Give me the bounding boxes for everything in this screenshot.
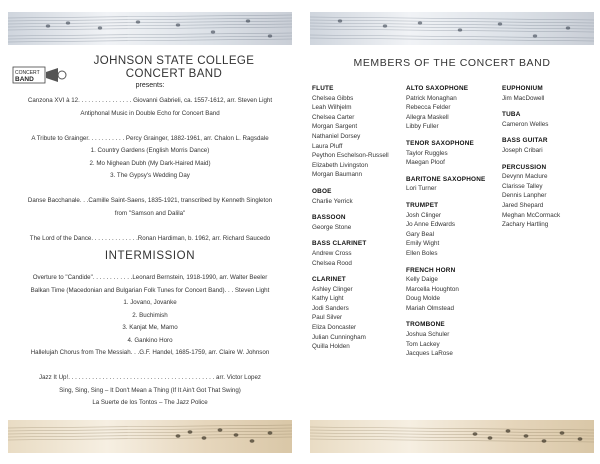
- member-name: Julian Cunningham: [312, 333, 366, 341]
- member-name: Eliza Doncaster: [312, 324, 357, 332]
- program-line: A Tribute to Grainger. . . . . . . . . . . Percy Grainger, 1882-1961, arr. Chalon L. Ragsdale: [31, 134, 269, 142]
- section-percussion: [502, 163, 592, 230]
- program-line: [8, 360, 292, 373]
- member-name: Doug Molde: [406, 295, 440, 303]
- member-name: Marcella Houghton: [406, 285, 459, 293]
- left-page: [8, 0, 292, 464]
- member-name: Joseph Cribari: [502, 146, 543, 154]
- member-name: Taylor Ruggles: [406, 149, 448, 157]
- member-name: Laura Pluff: [312, 142, 343, 150]
- section-trombone: [406, 320, 502, 358]
- section-flute: [312, 84, 404, 180]
- member-name: Libby Fuller: [406, 123, 439, 131]
- section-baritone-saxophone: [406, 175, 502, 194]
- sheet-music-image: [8, 420, 292, 453]
- program-line: Sing, Sing, Sing – It Don't Mean a Thing (If It Ain't Got That Swing): [59, 386, 241, 394]
- member-name: Allegra Maskell: [406, 113, 449, 121]
- member-name: Kathy Light: [312, 295, 344, 303]
- section-title: TUBA: [502, 111, 521, 119]
- member-name: Elizabeth Livingston: [312, 161, 369, 169]
- member-name: Chelsea Rood: [312, 259, 352, 267]
- section-title: EUPHONIUM: [502, 85, 543, 92]
- member-name: Chelsea Gibbs: [312, 94, 354, 102]
- program-line: from "Samson and Dalila": [114, 209, 186, 217]
- member-name: Joshua Schuler: [406, 331, 450, 339]
- page-title: [62, 55, 286, 81]
- member-name: Jim MacDowell: [502, 94, 545, 102]
- section-title: TROMBONE: [406, 321, 445, 329]
- program-line: Jazz It Up!. . . . . . . . . . . . . . . . . . . . . . . . . . . . . . . . . . . . . . . . . . . arr. Victor Lopez: [38, 374, 261, 381]
- members-title: MEMBERS OF THE CONCERT BAND: [353, 57, 551, 69]
- sheet-music-image: [310, 12, 594, 45]
- presents-label: presents:: [135, 82, 165, 89]
- section-title: BASS CLARINET: [312, 240, 367, 248]
- sheet-music-banner-bottom: [8, 420, 292, 453]
- section-tuba: [502, 110, 592, 129]
- member-name: Quilla Holden: [312, 343, 350, 351]
- program-line: 1. Country Gardens (English Morris Dance): [90, 147, 210, 154]
- sheet-music-banner-top: [8, 12, 292, 45]
- member-name: Cameron Welles: [502, 120, 549, 128]
- section-clarinet: [312, 275, 404, 352]
- member-name: Dennis Lanpher: [502, 192, 547, 200]
- member-name: Ellen Boles: [406, 249, 438, 257]
- section-french-horn: [406, 266, 502, 314]
- member-name: Andrew Cross: [312, 249, 352, 257]
- member-name: Paul Silver: [312, 314, 343, 322]
- section-title: OBOE: [312, 187, 332, 195]
- program-line: Canzona XVI à 12. . . . . . . . . . . . . . . . Giovanni Gabrieli, ca. 1557-1612, arr. Steven Light: [27, 97, 273, 104]
- sheet-music-image: [8, 12, 292, 45]
- svg-text:BAND: BAND: [15, 76, 34, 83]
- program-line: 3. Kanjat Me, Mamo: [122, 324, 178, 331]
- member-name: Meghan McCormack: [502, 211, 561, 219]
- member-name: Lori Turner: [406, 185, 437, 193]
- section-title: TRUMPET: [406, 201, 439, 209]
- sheet-music-banner-top: [310, 12, 594, 45]
- title-line2: CONCERT BAND: [125, 68, 223, 80]
- section-title: BASSOON: [312, 214, 346, 222]
- program-line: [8, 120, 292, 133]
- program-part1: [8, 95, 292, 245]
- program-line: 4. Gankino Horo: [127, 336, 173, 344]
- section-tenor-saxophone: [406, 139, 502, 168]
- member-name: Ashley Clinger: [312, 285, 353, 293]
- program-part2: [8, 272, 292, 410]
- section-euphonium: [502, 84, 592, 103]
- member-name: Devynn Maclure: [502, 173, 548, 181]
- member-name: Nathaniel Dorsey: [312, 132, 361, 140]
- member-name: Chelsea Carter: [312, 113, 355, 121]
- section-alto-saxophone: [406, 84, 502, 132]
- program-line: 1. Jovano, Jovanke: [123, 299, 177, 306]
- member-name: Kelly Daige: [406, 276, 438, 284]
- intermission-heading: INTERMISSION: [104, 250, 196, 262]
- program-line: [8, 220, 292, 233]
- program-line: Antiphonal Music in Double Echo for Concert Band: [80, 109, 220, 117]
- member-name: Emily Wight: [406, 240, 440, 248]
- members-column-2: [406, 84, 502, 366]
- member-name: Patrick Monaghan: [406, 94, 457, 102]
- member-name: Mariah Olmstead: [406, 304, 454, 312]
- section-title: FLUTE: [312, 85, 334, 92]
- member-name: Maegan Ploof: [406, 159, 445, 167]
- member-name: Morgan Baumann: [312, 171, 363, 179]
- member-name: Jared Shepard: [502, 201, 544, 209]
- section-title: CLARINET: [312, 276, 346, 284]
- section-trumpet: [406, 201, 502, 259]
- member-name: Josh Clinger: [406, 211, 441, 219]
- member-name: Gary Beal: [406, 230, 434, 238]
- section-title: FRENCH HORN: [406, 266, 456, 274]
- section-title: TENOR SAXOPHONE: [406, 139, 474, 147]
- program-line: 3. The Gypsy's Wedding Day: [110, 172, 190, 179]
- sheet-music-image: [310, 420, 594, 453]
- right-page: [310, 0, 594, 464]
- member-name: Leah Wilhjelm: [312, 104, 352, 112]
- section-oboe: [312, 187, 404, 206]
- member-name: Jo Anne Edwards: [406, 221, 456, 229]
- section-title: ALTO SAXOPHONE: [406, 85, 469, 92]
- member-name: Tom Lackey: [406, 340, 440, 348]
- program-line: Danse Bacchanale. . .Camille Saint-Saens, 1835-1921, transcribed by Kenneth Singleton: [27, 197, 273, 204]
- sheet-music-banner-bottom: [310, 420, 594, 453]
- section-bass-clarinet: [312, 239, 404, 268]
- program-line: Hallelujah Chorus from The Messiah. . .G.F. Handel, 1685-1759, arr. Claire W. Johnson: [30, 349, 270, 356]
- program-line: Balkan Time (Macedonian and Bulgarian Folk Tunes for Concert Band). . . Steven Light: [30, 286, 270, 294]
- title-line1: JOHNSON STATE COLLEGE: [93, 55, 255, 67]
- program-line: [8, 183, 292, 196]
- program-line: Overture to "Candide". . . . . . . . . . . .Leonard Bernstein, 1918-1990, arr. Walter Beeler: [32, 274, 268, 281]
- member-name: Jacques LaRose: [406, 350, 453, 358]
- member-name: Peython Eschelson-Russell: [312, 152, 389, 160]
- section-title: BARITONE SAXOPHONE: [406, 175, 486, 183]
- section-bassoon: [312, 213, 404, 232]
- members-column-3: [502, 84, 592, 237]
- section-title: PERCUSSION: [502, 163, 547, 171]
- member-name: Charlie Yerrick: [312, 197, 353, 205]
- section-title: BASS GUITAR: [502, 137, 548, 145]
- member-name: Jodi Sanders: [312, 304, 349, 312]
- members-column-1: [312, 84, 404, 359]
- program-line: The Lord of the Dance. . . . . . . . . . . . . .Ronan Hardiman, b. 1962, arr. Richard Saucedo: [29, 234, 271, 242]
- member-name: Zachary Hartling: [502, 221, 549, 229]
- program-line: La Suerte de los Tontos – The Jazz Police: [92, 399, 208, 406]
- member-name: Rebecca Felder: [406, 104, 451, 112]
- member-name: Morgan Sargent: [312, 123, 358, 131]
- program-line: 2. Mo Nighean Dubh (My Dark-Haired Maid): [89, 159, 211, 167]
- member-name: George Stone: [312, 223, 352, 231]
- section-bass-guitar: [502, 136, 592, 155]
- program-line: 2. Buchimish: [132, 311, 168, 319]
- member-name: Clarisse Talley: [502, 182, 543, 190]
- svg-text:CONCERT: CONCERT: [15, 70, 40, 76]
